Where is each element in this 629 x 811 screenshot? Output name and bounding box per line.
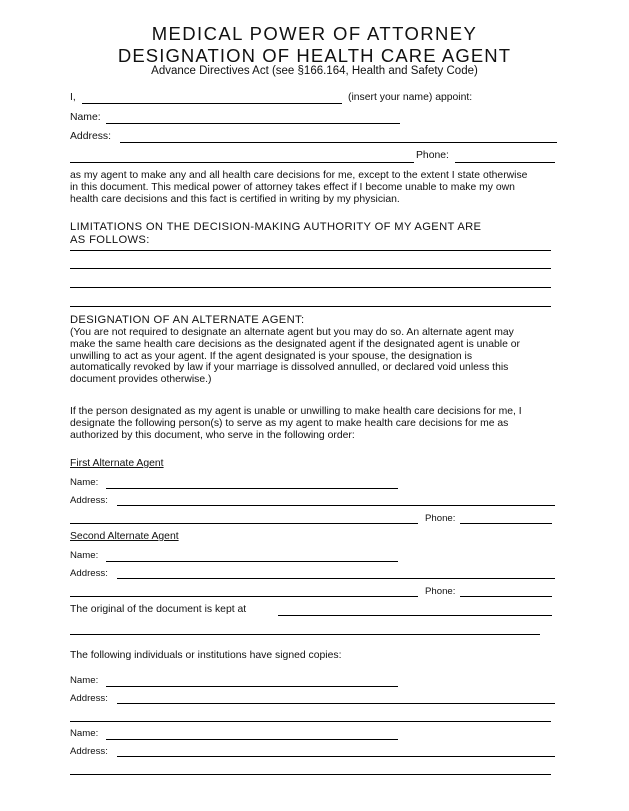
alternate-order-statement: If the person designated as my agent is unable or unwilling to make health care decisions for me, I designate the following person(s) to serve as my agent to make health care decisions for me as authorized by this document, who serve in the following order: xyxy=(70,406,522,441)
first-alternate-name-label: Name: xyxy=(70,477,99,488)
document-subtitle-heading: DESIGNATION OF HEALTH CARE AGENT xyxy=(117,45,512,66)
copy-holder-address-line-2[interactable] xyxy=(70,721,551,722)
second-alternate-heading: Second Alternate Agent xyxy=(70,531,179,542)
agent-address-label: Address: xyxy=(70,131,112,142)
limitations-heading-line-2: AS FOLLOWS: xyxy=(70,234,150,246)
copy-holder-name-line[interactable] xyxy=(106,686,398,687)
copy-holder-address-line-4[interactable] xyxy=(70,774,551,775)
copy-holder-name-label: Name: xyxy=(70,675,99,686)
agent-address-line-2[interactable] xyxy=(70,162,414,163)
alternate-agent-heading: DESIGNATION OF AN ALTERNATE AGENT: xyxy=(70,314,305,326)
alternate-agent-note: (You are not required to designate an alternate agent but you may do so. An alternate agent may make the same health care decisions as the designated agent if the designated agent is unable or unwilling to act as your agent. If the agent designated is your spouse, the designation is automatically revoked by law if your marriage is dissolved annulled, or declared void unless this document provides otherwise.) xyxy=(70,327,520,386)
first-alternate-address-label: Address: xyxy=(70,495,108,506)
original-location-label: The original of the document is kept at xyxy=(70,604,247,615)
copy-holder-address-line-3[interactable] xyxy=(117,756,555,757)
statute-reference: Advance Directives Act (see §166.164, Health and Safety Code) xyxy=(151,65,478,77)
copy-holder-name-label-2: Name: xyxy=(70,728,99,739)
first-alternate-phone-line[interactable] xyxy=(460,523,552,524)
first-alternate-phone-label: Phone: xyxy=(425,513,456,524)
second-alternate-name-line[interactable] xyxy=(106,561,398,562)
second-alternate-phone-label: Phone: xyxy=(425,586,456,597)
agent-phone-line[interactable] xyxy=(455,162,555,163)
first-alternate-heading: First Alternate Agent xyxy=(70,458,164,469)
first-alternate-address-line-2[interactable] xyxy=(70,523,418,524)
limitations-line[interactable] xyxy=(70,306,551,307)
limitations-line[interactable] xyxy=(70,287,551,288)
agent-phone-label: Phone: xyxy=(416,150,449,161)
original-location-line[interactable] xyxy=(278,615,552,616)
signed-copies-label: The following individuals or institutions have signed copies: xyxy=(70,650,342,661)
agent-address-line[interactable] xyxy=(120,142,557,143)
copy-holder-address-line[interactable] xyxy=(117,703,555,704)
second-alternate-address-line-2[interactable] xyxy=(70,596,418,597)
insert-name-instruction: (insert your name) appoint: xyxy=(348,92,473,103)
second-alternate-address-label: Address: xyxy=(70,568,108,579)
second-alternate-phone-line[interactable] xyxy=(460,596,552,597)
document-title: MEDICAL POWER OF ATTORNEY xyxy=(151,23,478,44)
limitations-line[interactable] xyxy=(70,268,551,269)
agent-statement: as my agent to make any and all health care decisions for me, except to the extent I state otherwise in this document. This medical power of attorney takes effect if I become unable to make my own health care decisions and this fact is certified in writing by my physician. xyxy=(70,170,528,205)
first-alternate-address-line[interactable] xyxy=(117,505,555,506)
second-alternate-name-label: Name: xyxy=(70,550,99,561)
principal-name-line[interactable] xyxy=(82,103,342,104)
limitations-heading: LIMITATIONS ON THE DECISION-MAKING AUTHORITY OF MY AGENT ARE xyxy=(70,221,482,233)
copy-holder-address-label: Address: xyxy=(70,693,108,704)
agent-name-label: Name: xyxy=(70,112,101,123)
limitations-line[interactable] xyxy=(70,250,551,251)
agent-name-line[interactable] xyxy=(106,123,400,124)
first-alternate-name-line[interactable] xyxy=(106,488,398,489)
i-label: I, xyxy=(70,92,76,103)
copy-holder-address-label-2: Address: xyxy=(70,746,108,757)
copy-holder-name-line-2[interactable] xyxy=(106,739,398,740)
second-alternate-address-line[interactable] xyxy=(117,578,555,579)
original-location-line-2[interactable] xyxy=(70,634,540,635)
